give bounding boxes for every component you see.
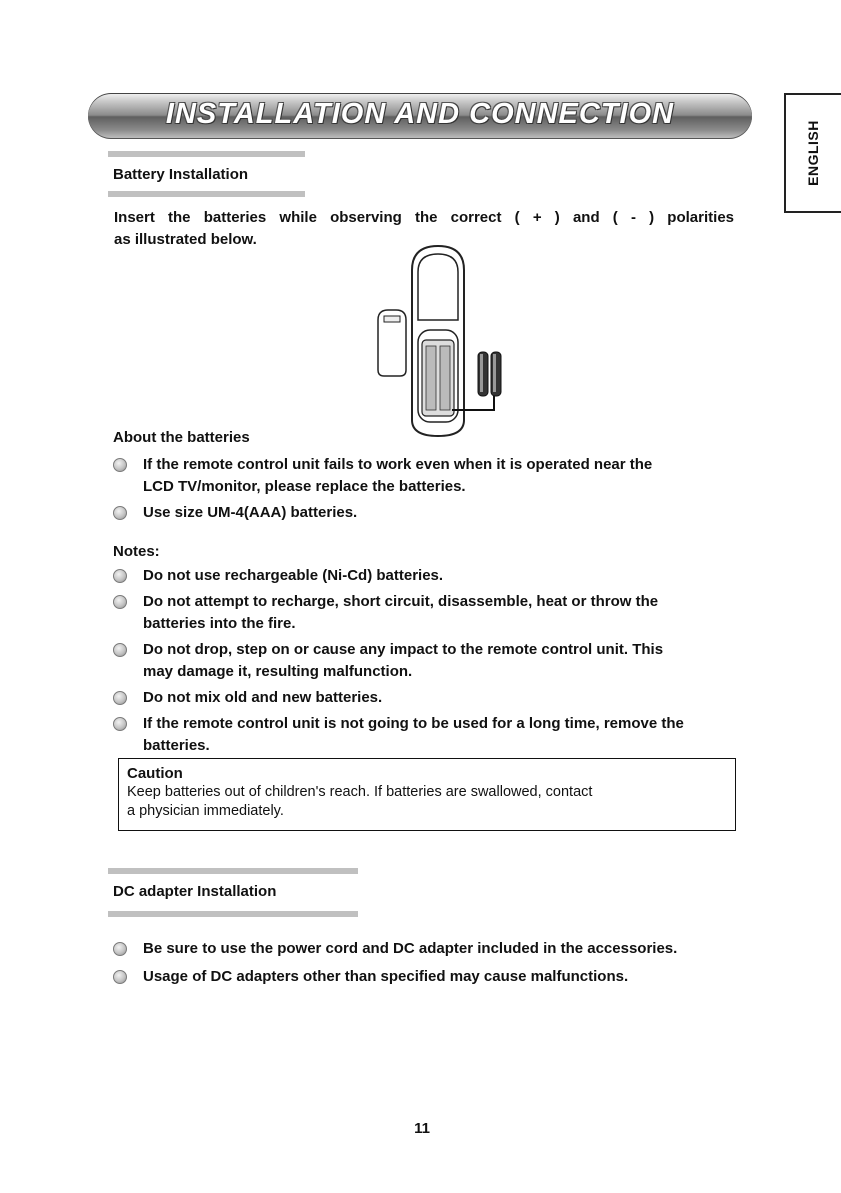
bullet-icon (113, 458, 127, 472)
note-2-line2: batteries into the fire. (143, 615, 296, 632)
caution-line1: Keep batteries out of children's reach. If batteries are swallowed, contact (127, 784, 593, 800)
notes-heading: Notes: (113, 543, 160, 560)
language-tab-label-wrap (784, 93, 841, 213)
language-tab-label: ENGLISH (804, 120, 821, 186)
bullet-icon (113, 970, 127, 984)
bullet-icon (113, 691, 127, 705)
list-item (113, 591, 753, 635)
list-item (113, 713, 753, 757)
note-1: Do not use rechargeable (Ni-Cd) batteries. (143, 567, 444, 584)
note-4: Do not mix old and new batteries. (143, 689, 383, 706)
about-item-1-line1: If the remote control unit fails to work even when it is operated near the (143, 456, 653, 473)
dc-adapter-list (113, 938, 773, 992)
list-item (113, 687, 753, 709)
dc-adapter-heading: DC adapter Installation (113, 883, 277, 900)
list-item (113, 454, 753, 498)
page-number: 11 (414, 1120, 430, 1137)
section-bar-bottom (108, 191, 305, 197)
list-item (113, 502, 753, 524)
battery-heading: Battery Installation (113, 166, 249, 183)
list-item (113, 565, 753, 587)
about-heading: About the batteries (113, 429, 250, 446)
about-list (113, 454, 753, 528)
list-item (113, 938, 773, 960)
bullet-icon (113, 942, 127, 956)
note-2-line1: Do not attempt to recharge, short circuit, disassemble, heat or throw the (143, 593, 659, 610)
note-3-line1: Do not drop, step on or cause any impact to the remote control unit. This (143, 641, 664, 658)
caution-title: Caution (127, 765, 183, 782)
remote-battery-illustration (360, 240, 520, 440)
notes-list (113, 565, 753, 761)
list-item (113, 639, 753, 683)
bullet-icon (113, 506, 127, 520)
about-item-2: Use size UM-4(AAA) batteries. (143, 504, 358, 521)
list-item (113, 966, 773, 988)
page-title: INSTALLATION AND CONNECTION (165, 98, 675, 130)
bullet-icon (113, 595, 127, 609)
dc-item-2: Usage of DC adapters other than specified may cause malfunctions. (143, 968, 629, 985)
section-bar-top (108, 868, 358, 874)
note-5-line2: batteries. (143, 737, 210, 754)
about-item-1-line2: LCD TV/monitor, please replace the batteries. (143, 478, 466, 495)
note-3-line2: may damage it, resulting malfunction. (143, 663, 413, 680)
battery-intro-line2: as illustrated below. (114, 231, 257, 248)
battery-intro-line1: Insert the batteries while observing the correct ( + ) and ( - ) polarities (114, 209, 734, 226)
bullet-icon (113, 717, 127, 731)
section-bar-bottom (108, 911, 358, 917)
caution-line2: a physician immediately. (127, 803, 284, 819)
bullet-icon (113, 643, 127, 657)
section-bar-top (108, 151, 305, 157)
dc-item-1: Be sure to use the power cord and DC adapter included in the accessories. (143, 940, 678, 957)
caution-box (118, 758, 736, 831)
bullet-icon (113, 569, 127, 583)
note-5-line1: If the remote control unit is not going to be used for a long time, remove the (143, 715, 684, 732)
